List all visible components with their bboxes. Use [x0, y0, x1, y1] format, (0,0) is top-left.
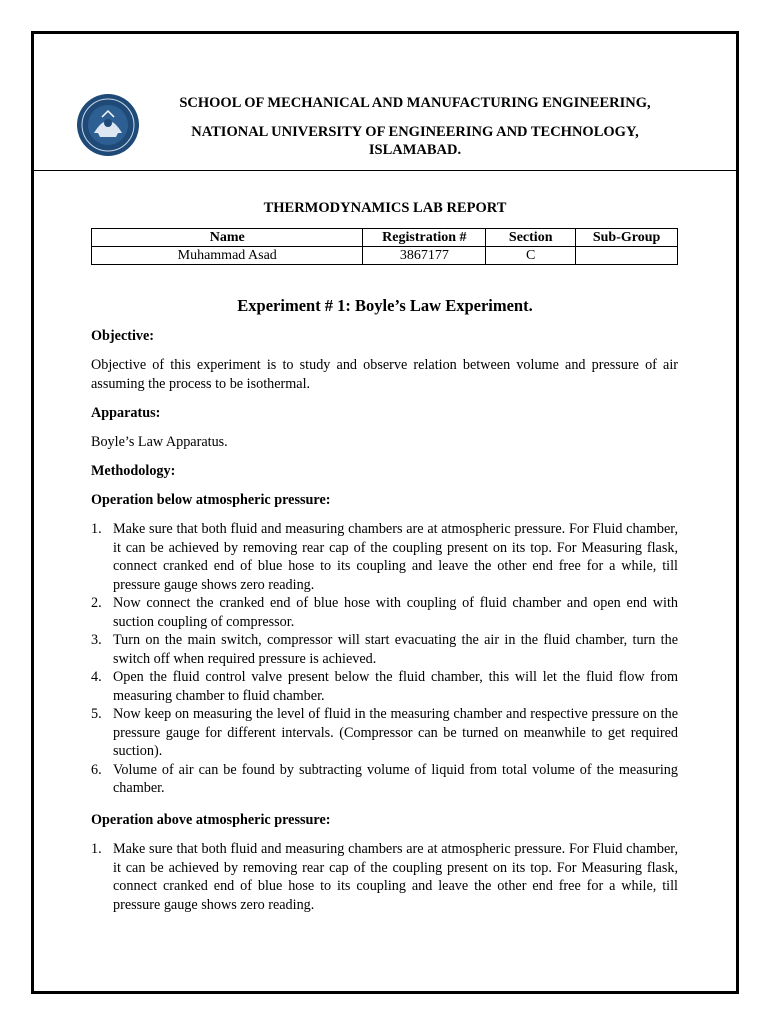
- list-item: 2. Now connect the cranked end of blue hose with coupling of fluid chamber and open end with suction coupling of compressor.: [91, 595, 678, 630]
- report-title: THERMODYNAMICS LAB REPORT: [263, 200, 507, 216]
- table-header-row: [92, 229, 678, 247]
- list-item: 1. Make sure that both fluid and measuring chambers are at atmospheric pressure. For Fluid chamber, it can be achieved by removing rear cap of the coupling present on its top. For Measuring flask, connect cranked end of blue hose to its coupling and leave the other end free for a while, till pressure gauge shows zero reading.: [91, 521, 678, 593]
- list-item: 1. Make sure that both fluid and measuring chambers are at atmospheric pressure. For Fluid chamber, it can be achieved by removing rear cap of the coupling present on its top. For Measuring flask, connect cranked end of blue hose to its coupling and leave the other end free for a while, till pressure gauge shows zero reading.: [91, 841, 678, 913]
- apparatus-text: Boyle’s Law Apparatus.: [91, 434, 228, 450]
- col-registration-header: Registration #: [363, 229, 486, 247]
- subgroup-value: [576, 247, 678, 265]
- apparatus-heading: Apparatus:: [91, 405, 161, 421]
- experiment-title: Experiment # 1: Boyle’s Law Experiment.: [237, 296, 533, 315]
- methodology-heading: Methodology:: [91, 463, 176, 479]
- student-name: Muhammad Asad: [92, 247, 363, 265]
- below-atm-steps: [91, 520, 678, 798]
- header-divider: [34, 170, 736, 171]
- col-section-header: Section: [486, 229, 576, 247]
- above-atm-heading: Operation above atmospheric pressure:: [91, 812, 331, 828]
- school-name: SCHOOL OF MECHANICAL AND MANUFACTURING ENGINEERING,: [179, 95, 651, 111]
- student-info-table: [91, 228, 678, 265]
- university-seal-logo: [76, 93, 140, 157]
- table-row: [92, 247, 678, 265]
- above-atm-steps: [91, 840, 678, 914]
- list-item: 4. Open the fluid control valve present below the fluid chamber, this will let the fluid flow from measuring chamber to fluid chamber.: [91, 669, 678, 704]
- objective-text: Objective of this experiment is to study and observe relation between volume and pressure of air assuming the process to be isothermal.: [91, 357, 678, 392]
- objective-heading: Objective:: [91, 328, 155, 344]
- section-value: C: [486, 247, 576, 265]
- list-item: 3. Turn on the main switch, compressor will start evacuating the air in the fluid chamber, turn the switch off when required pressure is achieved.: [91, 632, 678, 667]
- university-name: NATIONAL UNIVERSITY OF ENGINEERING AND TECHNOLOGY, ISLAMABAD.: [191, 124, 639, 158]
- list-item: 6. Volume of air can be found by subtracting volume of liquid from total volume of the measuring chamber.: [91, 761, 678, 796]
- col-name-header: Name: [92, 229, 363, 247]
- col-subgroup-header: Sub-Group: [576, 229, 678, 247]
- below-atm-heading: Operation below atmospheric pressure:: [91, 492, 331, 508]
- list-item: 5. Now keep on measuring the level of fluid in the measuring chamber and respective pressure on the pressure gauge for different intervals. (Compressor can be turned on meanwhile to get required suction).: [91, 706, 678, 759]
- registration-number: 3867177: [363, 247, 486, 265]
